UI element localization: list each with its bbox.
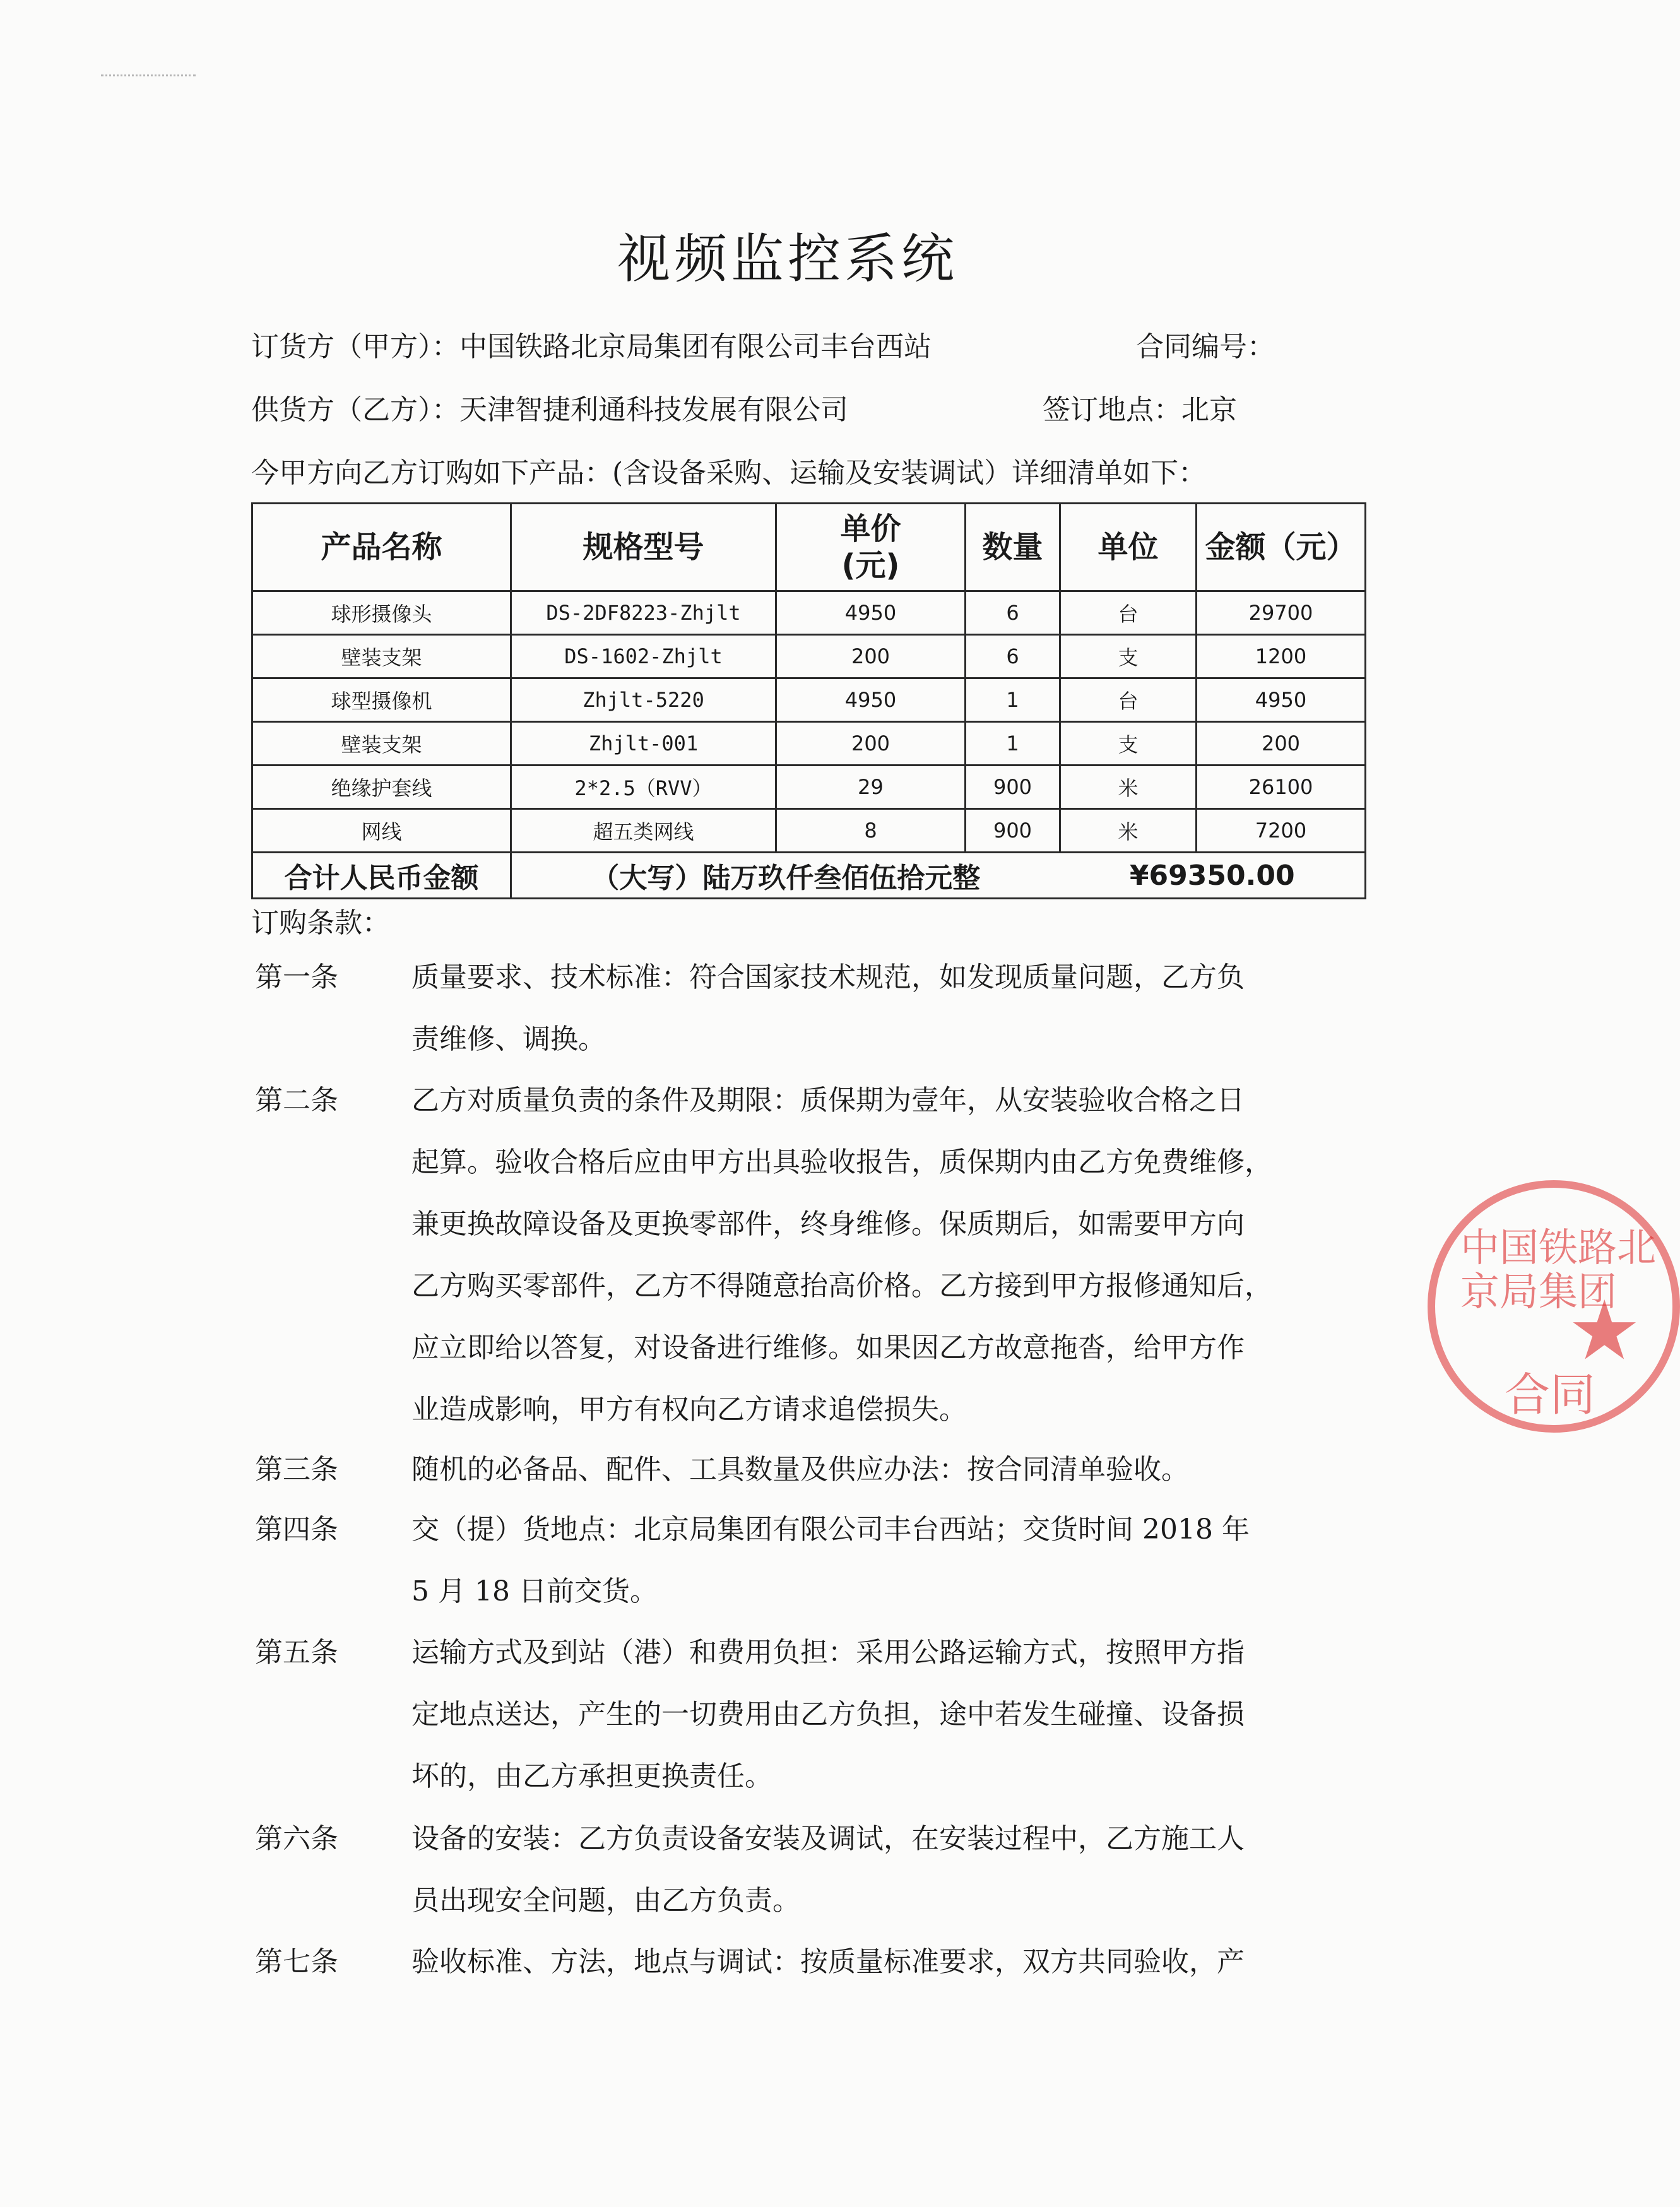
- clause-label: 第七条: [255, 1946, 338, 1978]
- cell-unit: 台: [1060, 591, 1197, 635]
- clause-line: 随机的必备品、配件、工具数量及供应办法：按合同清单验收。: [411, 1453, 1189, 1486]
- product-table: [251, 502, 1366, 899]
- cell-qty: 1: [966, 722, 1060, 766]
- order-intro: 今甲方向乙方订购如下产品：(含设备采购、运输及安装调试）详细清单如下：: [251, 457, 1207, 489]
- cell-spec: 2*2.5（RVV）: [511, 766, 776, 809]
- cell-spec: DS-2DF8223-Zhjlt: [511, 591, 776, 635]
- header-amount: 金额（元）: [1197, 504, 1366, 591]
- header-product-name: 产品名称: [252, 504, 511, 591]
- clause-line: 设备的安装：乙方负责设备安装及调试，在安装过程中，乙方施工人: [411, 1823, 1245, 1855]
- clause-line: 应立即给以答复，对设备进行维修。如果因乙方故意拖沓，给甲方作: [411, 1332, 1245, 1364]
- cell-price: 8: [776, 809, 966, 853]
- clause-text: [411, 1439, 1358, 1501]
- cell-name: 网线: [252, 809, 511, 853]
- cell-name: 球型摄像机: [252, 678, 511, 722]
- cell-price: 200: [776, 722, 966, 766]
- cell-unit: 支: [1060, 722, 1197, 766]
- header-spec: 规格型号: [511, 504, 776, 591]
- cell-qty: 1: [966, 678, 1060, 722]
- clause-label: 第三条: [255, 1453, 338, 1486]
- clause-line: 定地点送达，产生的一切费用由乙方负担，途中若发生碰撞、设备损: [411, 1698, 1245, 1731]
- clause-text: [411, 1808, 1358, 1932]
- buyer-line: 订货方（甲方）：中国铁路北京局集团有限公司丰台西站: [251, 331, 932, 363]
- clause-line: 运输方式及到站（港）和费用负担：采用公路运输方式，按照甲方指: [411, 1636, 1245, 1669]
- cell-qty: 6: [966, 635, 1060, 678]
- cell-name: 球形摄像头: [252, 591, 511, 635]
- clause-line: 责维修、调换。: [411, 1023, 606, 1055]
- clause-line: 起算。验收合格后应由甲方出具验收报告，质保期内由乙方免费维修，: [411, 1146, 1272, 1178]
- cell-amount: 29700: [1197, 591, 1366, 635]
- clause-line: 业造成影响，甲方有权向乙方请求追偿损失。: [411, 1393, 967, 1426]
- clause-line: 兼更换故障设备及更换零部件，终身维修。保质期后，如需要甲方向: [411, 1208, 1245, 1240]
- table-row: [252, 809, 1366, 853]
- cell-qty: 6: [966, 591, 1060, 635]
- cell-unit: 支: [1060, 635, 1197, 678]
- clause-line: 坏的，由乙方承担更换责任。: [411, 1760, 772, 1792]
- cell-price: 29: [776, 766, 966, 809]
- clause-line: 员出现安全问题，由乙方负责。: [411, 1885, 800, 1917]
- cell-amount: 200: [1197, 722, 1366, 766]
- cell-unit: 台: [1060, 678, 1197, 722]
- seal-star-icon: ★: [1568, 1282, 1642, 1378]
- table-row: [252, 678, 1366, 722]
- clause-line: 质量要求、技术标准：符合国家技术规范，如发现质量问题，乙方负: [411, 961, 1245, 993]
- cell-amount: 4950: [1197, 678, 1366, 722]
- clause-text: [411, 1070, 1358, 1441]
- cell-spec: DS-1602-Zhjlt: [511, 635, 776, 678]
- total-amount: ¥69350.00: [1060, 853, 1366, 899]
- total-row: [252, 853, 1366, 899]
- clause-line: 验收标准、方法，地点与调试：按质量标准要求，双方共同验收，产: [411, 1946, 1245, 1978]
- cell-amount: 26100: [1197, 766, 1366, 809]
- cell-unit: 米: [1060, 766, 1197, 809]
- seal-ring-text: 中国铁路北京局集团: [1460, 1224, 1657, 1315]
- cell-name: 绝缘护套线: [252, 766, 511, 809]
- clause-line: 交（提）货地点：北京局集团有限公司丰台西站；交货时间 2018 年: [411, 1513, 1250, 1546]
- scan-artifact: [101, 74, 196, 81]
- terms-heading: 订购条款：: [251, 907, 390, 939]
- total-label: 合计人民币金额: [252, 853, 511, 899]
- cell-price: 200: [776, 635, 966, 678]
- clause-label: 第四条: [255, 1513, 338, 1546]
- cell-unit: 米: [1060, 809, 1197, 853]
- clause-label: 第二条: [255, 1084, 338, 1116]
- cell-qty: 900: [966, 766, 1060, 809]
- table-row: [252, 591, 1366, 635]
- clause-line: 乙方对质量负责的条件及期限：质保期为壹年，从安装验收合格之日: [411, 1084, 1245, 1116]
- cell-name: 壁装支架: [252, 722, 511, 766]
- table-row: [252, 722, 1366, 766]
- clause-label: 第一条: [255, 961, 338, 993]
- header-unit: 单位: [1060, 504, 1197, 591]
- supplier-line: 供货方（乙方）：天津智捷利通科技发展有限公司: [251, 394, 848, 426]
- sign-place: 签订地点：北京: [1043, 394, 1237, 426]
- cell-spec: Zhjlt-5220: [511, 678, 776, 722]
- clause-label: 第五条: [255, 1636, 338, 1669]
- total-in-words: （大写）陆万玖仟叁佰伍拾元整: [511, 853, 1060, 899]
- header-unit-price: [776, 504, 966, 591]
- document-title: 视频监控系统: [617, 228, 958, 290]
- cell-spec: Zhjlt-001: [511, 722, 776, 766]
- cell-name: 壁装支架: [252, 635, 511, 678]
- clause-text: [411, 947, 1358, 1070]
- cell-amount: 1200: [1197, 635, 1366, 678]
- header-quantity: 数量: [966, 504, 1060, 591]
- cell-qty: 900: [966, 809, 1060, 853]
- cell-spec: 超五类网线: [511, 809, 776, 853]
- table-row: [252, 635, 1366, 678]
- header-price-line1: 单价: [840, 511, 901, 547]
- clause-label: 第六条: [255, 1823, 338, 1855]
- cell-amount: 7200: [1197, 809, 1366, 853]
- header-price-line2: (元): [841, 548, 900, 583]
- cell-price: 4950: [776, 591, 966, 635]
- clause-line: 5 月 18 日前交货。: [411, 1575, 658, 1607]
- cell-price: 4950: [776, 678, 966, 722]
- table-header-row: [252, 504, 1366, 591]
- contract-number-label: 合同编号：: [1136, 331, 1275, 363]
- clause-text: [411, 1622, 1358, 1808]
- table-row: [252, 766, 1366, 809]
- clause-text: [411, 1931, 1358, 1993]
- company-seal-stamp: [1428, 1180, 1680, 1433]
- clause-text: [411, 1499, 1358, 1623]
- seal-bottom-text: 合同: [1505, 1368, 1596, 1421]
- clause-line: 乙方购买零部件，乙方不得随意抬高价格。乙方接到甲方报修通知后，: [411, 1270, 1272, 1302]
